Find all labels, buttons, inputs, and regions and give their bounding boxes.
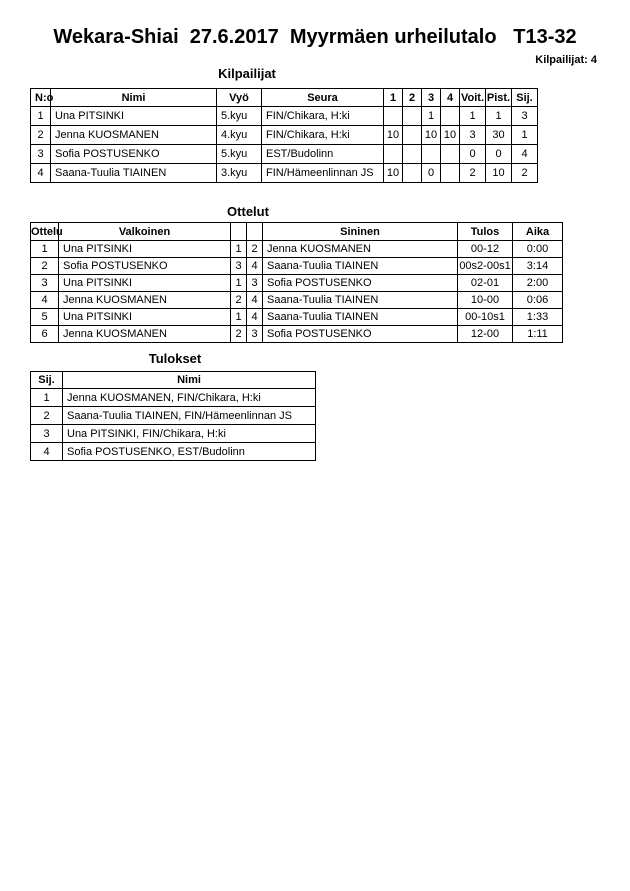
col-header-sij: Sij. xyxy=(512,89,538,107)
cell-no: 3 xyxy=(31,145,51,164)
cell-voit: 3 xyxy=(460,126,486,145)
cell-valkoinen: Jenna KUOSMANEN xyxy=(59,292,231,309)
cell-valkoinen: Sofia POSTUSENKO xyxy=(59,258,231,275)
cell-vyo: 5.kyu xyxy=(217,145,262,164)
cell-round2 xyxy=(403,164,422,183)
cell-tulos: 00-12 xyxy=(458,241,513,258)
cell-seura: FIN/Chikara, H:ki xyxy=(262,126,384,145)
cell-nimi: Saana-Tuulia TIAINEN xyxy=(51,164,217,183)
cell-round3: 1 xyxy=(422,107,441,126)
cell-white-number: 3 xyxy=(231,258,247,275)
cell-seura: EST/Budolinn xyxy=(262,145,384,164)
cell-nimi: Sofia POSTUSENKO xyxy=(51,145,217,164)
table-row xyxy=(31,258,563,275)
cell-white-number: 1 xyxy=(231,241,247,258)
cell-aika: 0:06 xyxy=(513,292,563,309)
cell-tulos: 10-00 xyxy=(458,292,513,309)
col-header-valkoinen: Valkoinen xyxy=(59,223,231,241)
cell-voit: 0 xyxy=(460,145,486,164)
cell-pist: 1 xyxy=(486,107,512,126)
cell-nimi: Saana-Tuulia TIAINEN, FIN/Hämeenlinnan JS xyxy=(63,407,316,425)
col-header-tulos: Tulos xyxy=(458,223,513,241)
cell-nimi: Sofia POSTUSENKO, EST/Budolinn xyxy=(63,443,316,461)
col-header-nimi: Nimi xyxy=(63,372,316,389)
heading-tulokset: Tulokset xyxy=(148,351,202,366)
cell-valkoinen: Una PITSINKI xyxy=(59,241,231,258)
table-row xyxy=(31,309,563,326)
cell-sininen: Sofia POSTUSENKO xyxy=(263,275,458,292)
cell-match-no: 5 xyxy=(31,309,59,326)
cell-tulos: 12-00 xyxy=(458,326,513,343)
col-header-voit: Voit. xyxy=(460,89,486,107)
cell-white-number: 2 xyxy=(231,326,247,343)
table-kilpailijat xyxy=(30,88,538,183)
col-header-round4: 4 xyxy=(441,89,460,107)
table-row xyxy=(31,425,316,443)
cell-round2 xyxy=(403,107,422,126)
cell-round3: 0 xyxy=(422,164,441,183)
cell-blue-number: 3 xyxy=(247,326,263,343)
table-row xyxy=(31,126,538,145)
table-header-row xyxy=(31,223,563,241)
cell-round4 xyxy=(441,107,460,126)
table-row xyxy=(31,107,538,126)
col-header-pist: Pist. xyxy=(486,89,512,107)
cell-vyo: 3.kyu xyxy=(217,164,262,183)
cell-sij: 2 xyxy=(31,407,63,425)
col-header-aika: Aika xyxy=(513,223,563,241)
table-header-row xyxy=(31,89,538,107)
cell-sij: 3 xyxy=(31,425,63,443)
table-row xyxy=(31,443,316,461)
cell-sij: 1 xyxy=(31,389,63,407)
cell-round1: 10 xyxy=(384,164,403,183)
table-row xyxy=(31,292,563,309)
col-header-vyo: Vyö xyxy=(217,89,262,107)
cell-sininen: Jenna KUOSMANEN xyxy=(263,241,458,258)
cell-round3: 10 xyxy=(422,126,441,145)
col-header-sininen: Sininen xyxy=(263,223,458,241)
cell-aika: 2:00 xyxy=(513,275,563,292)
cell-voit: 1 xyxy=(460,107,486,126)
cell-match-no: 2 xyxy=(31,258,59,275)
cell-sininen: Saana-Tuulia TIAINEN xyxy=(263,258,458,275)
cell-match-no: 6 xyxy=(31,326,59,343)
cell-match-no: 4 xyxy=(31,292,59,309)
cell-pist: 0 xyxy=(486,145,512,164)
cell-valkoinen: Una PITSINKI xyxy=(59,309,231,326)
cell-blue-number: 2 xyxy=(247,241,263,258)
cell-vyo: 5.kyu xyxy=(217,107,262,126)
cell-nimi: Una PITSINKI xyxy=(51,107,217,126)
cell-no: 1 xyxy=(31,107,51,126)
cell-round1 xyxy=(384,107,403,126)
col-header-seura: Seura xyxy=(262,89,384,107)
cell-valkoinen: Jenna KUOSMANEN xyxy=(59,326,231,343)
cell-nimi: Jenna KUOSMANEN, FIN/Chikara, H:ki xyxy=(63,389,316,407)
table-row xyxy=(31,241,563,258)
col-header-round3: 3 xyxy=(422,89,441,107)
heading-kilpailijat: Kilpailijat xyxy=(218,66,276,81)
cell-round1: 10 xyxy=(384,126,403,145)
cell-nimi: Jenna KUOSMANEN xyxy=(51,126,217,145)
cell-no: 4 xyxy=(31,164,51,183)
cell-round4: 10 xyxy=(441,126,460,145)
cell-sij: 3 xyxy=(512,107,538,126)
table-row xyxy=(31,389,316,407)
table-row xyxy=(31,407,316,425)
cell-seura: FIN/Chikara, H:ki xyxy=(262,107,384,126)
cell-sij: 2 xyxy=(512,164,538,183)
cell-seura: FIN/Hämeenlinnan JS xyxy=(262,164,384,183)
table-tulokset xyxy=(30,371,316,461)
cell-blue-number: 3 xyxy=(247,275,263,292)
cell-white-number: 1 xyxy=(231,275,247,292)
cell-pist: 10 xyxy=(486,164,512,183)
cell-match-no: 3 xyxy=(31,275,59,292)
cell-aika: 0:00 xyxy=(513,241,563,258)
cell-sininen: Sofia POSTUSENKO xyxy=(263,326,458,343)
table-ottelut xyxy=(30,222,563,343)
table-row xyxy=(31,326,563,343)
cell-round4 xyxy=(441,145,460,164)
cell-sininen: Saana-Tuulia TIAINEN xyxy=(263,292,458,309)
competitors-count: Kilpailijat: 4 xyxy=(535,54,597,66)
cell-sij: 1 xyxy=(512,126,538,145)
cell-tulos: 02-01 xyxy=(458,275,513,292)
cell-sij: 4 xyxy=(31,443,63,461)
page-title: Wekara-Shiai 27.6.2017 Myyrmäen urheilutalo T13-32 xyxy=(53,26,577,48)
heading-ottelut: Ottelut xyxy=(227,204,269,219)
col-header-round1: 1 xyxy=(384,89,403,107)
cell-sij: 4 xyxy=(512,145,538,164)
col-header-nimi: Nimi xyxy=(51,89,217,107)
col-header-no: N:o xyxy=(31,89,51,107)
cell-voit: 2 xyxy=(460,164,486,183)
cell-white-number: 2 xyxy=(231,292,247,309)
table-row xyxy=(31,275,563,292)
col-header-blue-number xyxy=(247,223,263,241)
cell-round4 xyxy=(441,164,460,183)
cell-blue-number: 4 xyxy=(247,309,263,326)
col-header-ottelu: Ottelu xyxy=(31,223,59,241)
table-row xyxy=(31,164,538,183)
cell-blue-number: 4 xyxy=(247,292,263,309)
col-header-sij: Sij. xyxy=(31,372,63,389)
col-header-white-number xyxy=(231,223,247,241)
cell-blue-number: 4 xyxy=(247,258,263,275)
cell-round2 xyxy=(403,126,422,145)
cell-aika: 3:14 xyxy=(513,258,563,275)
table-header-row xyxy=(31,372,316,389)
col-header-round2: 2 xyxy=(403,89,422,107)
cell-tulos: 00s2-00s1 xyxy=(458,258,513,275)
cell-tulos: 00-10s1 xyxy=(458,309,513,326)
cell-white-number: 1 xyxy=(231,309,247,326)
cell-pist: 30 xyxy=(486,126,512,145)
cell-aika: 1:11 xyxy=(513,326,563,343)
cell-no: 2 xyxy=(31,126,51,145)
cell-round1 xyxy=(384,145,403,164)
cell-aika: 1:33 xyxy=(513,309,563,326)
cell-round3 xyxy=(422,145,441,164)
cell-valkoinen: Una PITSINKI xyxy=(59,275,231,292)
cell-sininen: Saana-Tuulia TIAINEN xyxy=(263,309,458,326)
cell-round2 xyxy=(403,145,422,164)
cell-nimi: Una PITSINKI, FIN/Chikara, H:ki xyxy=(63,425,316,443)
cell-vyo: 4.kyu xyxy=(217,126,262,145)
cell-match-no: 1 xyxy=(31,241,59,258)
table-row xyxy=(31,145,538,164)
